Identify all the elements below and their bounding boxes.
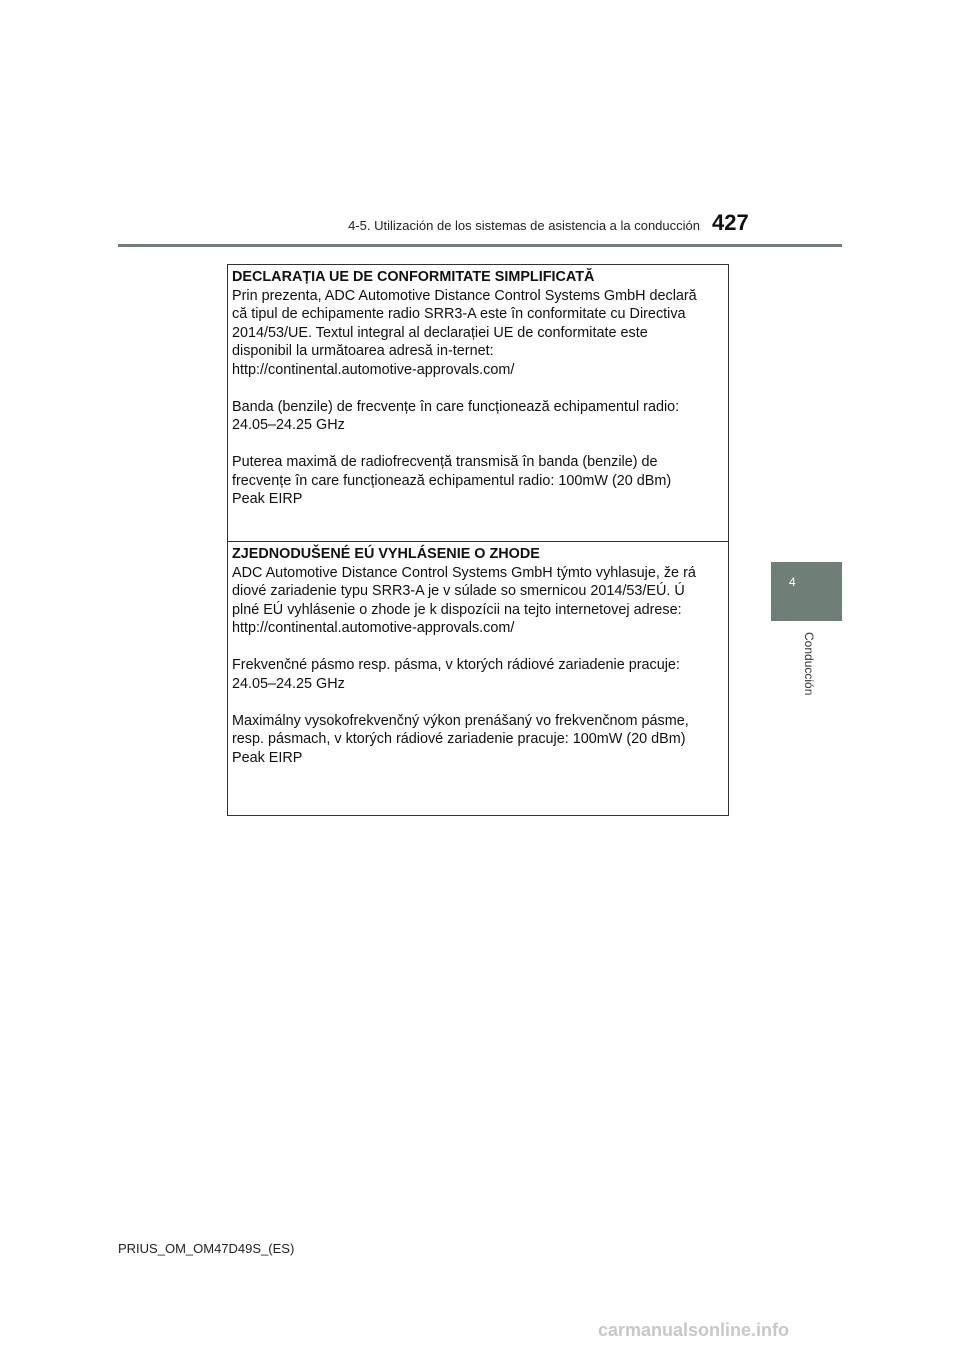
paragraph-gap bbox=[232, 379, 724, 398]
text-line: disponibil la următoarea adresă in-ternet: bbox=[232, 343, 494, 359]
page-number: 427 bbox=[712, 210, 749, 235]
text-line: Frekvenčné pásmo resp. pásma, v ktorých rádiové zariadenie pracuje: bbox=[232, 657, 680, 673]
declaration-box bbox=[227, 264, 729, 816]
chapter-label: Conducción bbox=[802, 632, 816, 696]
text-line: ADC Automotive Distance Control Systems GmbH týmto vyhlasuje, že rá bbox=[232, 564, 696, 581]
section-title: 4-5. Utilización de los sistemas de asistencia a la conducción bbox=[348, 218, 700, 233]
declaration-heading: DECLARAȚIA UE DE CONFORMITATE SIMPLIFICATĂ bbox=[232, 269, 595, 285]
paragraph-gap bbox=[232, 638, 724, 657]
text-line: Maximálny vysokofrekvenčný výkon prenášaný vo frekvenčnom pásme, bbox=[232, 712, 689, 729]
declaration-heading: ZJEDNODUŠENÉ EÚ VYHLÁSENIE O ZHODE bbox=[232, 546, 540, 562]
paragraph-gap bbox=[232, 435, 724, 454]
header-divider bbox=[118, 244, 842, 247]
text-line: Banda (benzile) de frecvențe în care funcționează echipamentul radio: bbox=[232, 398, 680, 415]
url-text: http://continental.automotive-approvals.com/ bbox=[232, 361, 515, 378]
declaration-romanian bbox=[228, 265, 728, 542]
url-text: http://continental.automotive-approvals.com/ bbox=[232, 620, 515, 636]
text-line: 2014/53/UE. Textul integral al declarației UE de conformitate este bbox=[232, 324, 648, 341]
text-line: Puterea maximă de radiofrecvență transmisă în banda (benzile) de bbox=[232, 454, 658, 470]
text-line: 24.05–24.25 GHz bbox=[232, 675, 345, 692]
text-line: Prin prezenta, ADC Automotive Distance Control Systems GmbH declară bbox=[232, 287, 697, 304]
text-line: că tipul de echipamente radio SRR3-A este în conformitate cu Directiva bbox=[232, 306, 686, 322]
text-line: Peak EIRP bbox=[232, 491, 303, 507]
watermark: carmanualsonline.info bbox=[598, 1320, 790, 1340]
manual-code: PRIUS_OM_OM47D49S_(ES) bbox=[118, 1241, 295, 1256]
paragraph-gap bbox=[232, 693, 724, 712]
chapter-number: 4 bbox=[789, 575, 796, 589]
declaration-slovak bbox=[228, 542, 728, 814]
text-line: frecvențe în care funcționează echipamentul radio: 100mW (20 dBm) bbox=[232, 472, 672, 489]
text-line: resp. pásmach, v ktorých rádiové zariadenie pracuje: 100mW (20 dBm) bbox=[232, 731, 686, 747]
text-line: diové zariadenie typu SRR3-A je v súlade so smernicou 2014/53/EÚ. Ú bbox=[232, 583, 685, 599]
text-line: 24.05–24.25 GHz bbox=[232, 417, 345, 433]
text-line: plné EÚ vyhlásenie o zhode je k dispozícii na tejto internetovej adrese: bbox=[232, 601, 682, 618]
chapter-tab[interactable] bbox=[771, 562, 842, 621]
text-line: Peak EIRP bbox=[232, 749, 303, 766]
